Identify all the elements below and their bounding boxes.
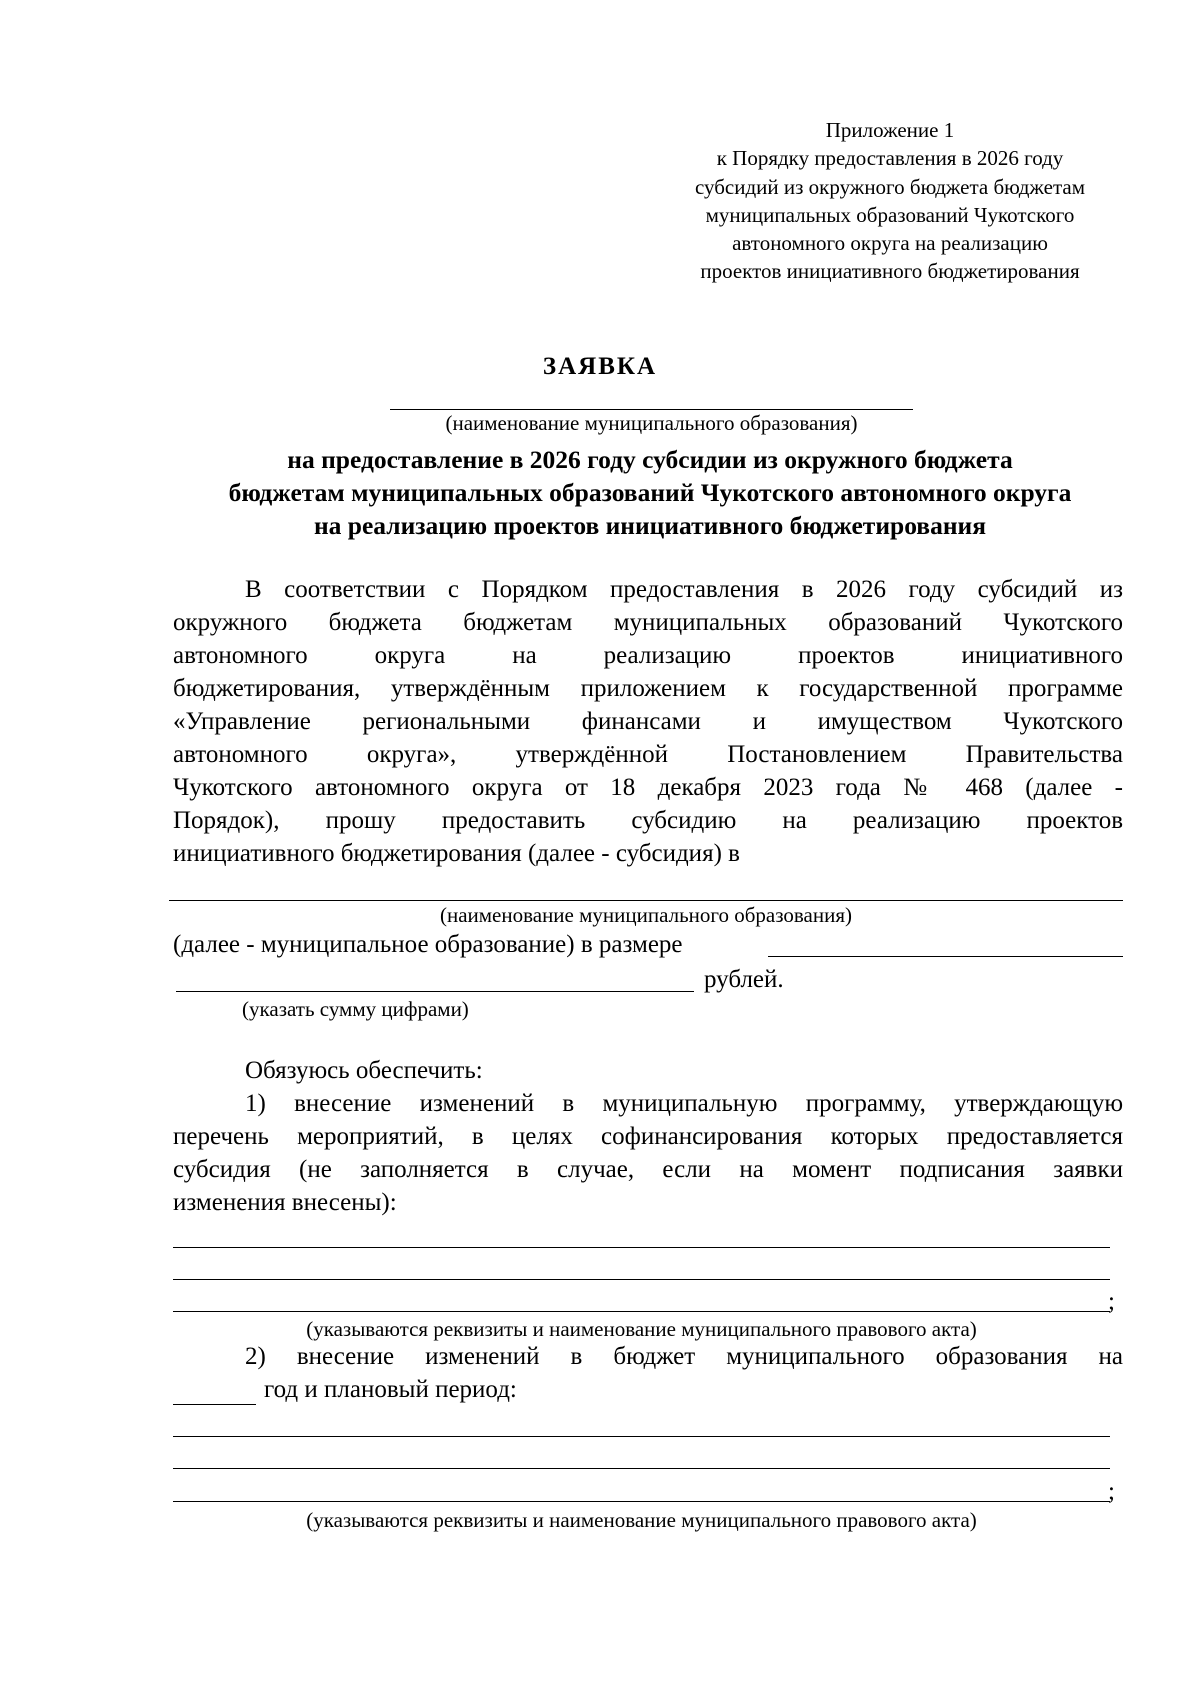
item1-line: 1) внесение изменений в муниципальную программу, утверждающую (245, 1090, 1123, 1117)
act-caption: (указываются реквизиты и наименование муниципального правового акта) (306, 1508, 977, 1532)
obligation-title: Обязуюсь обеспечить: (245, 1057, 483, 1084)
amount-words-field[interactable] (768, 956, 1123, 957)
item2-line: 2) внесение изменений в бюджет муниципального образования на (245, 1343, 1123, 1370)
body-line: автономного округа», утверждённой Постановлением Правительства (173, 741, 1123, 768)
program-act-field[interactable] (173, 1311, 1110, 1312)
annex-line: автономного округа на реализацию (732, 231, 1048, 256)
body-line: бюджетирования, утверждённым приложением к государственной программе (173, 675, 1123, 702)
budget-act-field[interactable] (173, 1436, 1110, 1437)
document-title: ЗАЯВКА (542, 353, 658, 380)
heading-line: на предоставление в 2026 году субсидии из окружного бюджета (287, 445, 1013, 474)
item1-line: изменения внесены): (173, 1189, 397, 1216)
program-act-field[interactable] (173, 1247, 1110, 1248)
annex-line: проектов инициативного бюджетирования (700, 259, 1080, 284)
annex-block (650, 116, 1130, 286)
budget-year-field[interactable] (173, 1404, 256, 1405)
item2-line: год и плановый период: (264, 1376, 517, 1403)
act-caption: (указываются реквизиты и наименование муниципального правового акта) (306, 1317, 977, 1341)
annex-line: к Порядку предоставления в 2026 году (716, 146, 1064, 171)
item1-line: перечень мероприятий, в целях софинансирования которых предоставляется (173, 1123, 1123, 1150)
municipality-caption: (наименование муниципального образования) (445, 411, 858, 435)
application-heading (170, 443, 1130, 542)
annex-line: субсидий из окружного бюджета бюджетам (694, 174, 1086, 199)
heading-line: на реализацию проектов инициативного бюджетирования (313, 511, 987, 540)
semicolon: ; (1108, 1478, 1115, 1505)
budget-act-field[interactable] (173, 1468, 1110, 1469)
budget-act-field[interactable] (173, 1501, 1110, 1502)
body-line: «Управление региональными финансами и имуществом Чукотского (173, 708, 1123, 735)
item1-line: субсидия (не заполняется в случае, если на момент подписания заявки (173, 1156, 1123, 1183)
municipality-name-field[interactable] (169, 900, 1123, 901)
annex-line: муниципальных образований Чукотского (705, 202, 1075, 227)
body-line: Чукотского автономного округа от 18 декабря 2023 года № 468 (далее - (173, 774, 1123, 801)
rubles-label: рублей. (704, 966, 784, 993)
annex-line: Приложение 1 (825, 118, 955, 142)
body-line: окружного бюджета бюджетам муниципальных образований Чукотского (173, 609, 1123, 636)
municipality-caption: (наименование муниципального образования) (439, 903, 853, 927)
semicolon: ; (1108, 1288, 1115, 1315)
amount-line: (далее - муниципальное образование) в размере (173, 931, 683, 958)
body-line: Порядок), прошу предоставить субсидию на реализацию проектов (173, 807, 1123, 834)
program-act-field[interactable] (173, 1279, 1110, 1280)
body-line: В соответствии с Порядком предоставления в 2026 году субсидий из (245, 576, 1123, 603)
body-line: инициативного бюджетирования (далее - субсидия) в (173, 840, 740, 867)
amount-digits-field[interactable] (176, 991, 694, 992)
amount-caption: (указать сумму цифрами) (242, 997, 469, 1021)
body-line: автономного округа на реализацию проектов инициативного (173, 642, 1123, 669)
heading-line: бюджетам муниципальных образований Чукотского автономного округа (228, 478, 1072, 507)
